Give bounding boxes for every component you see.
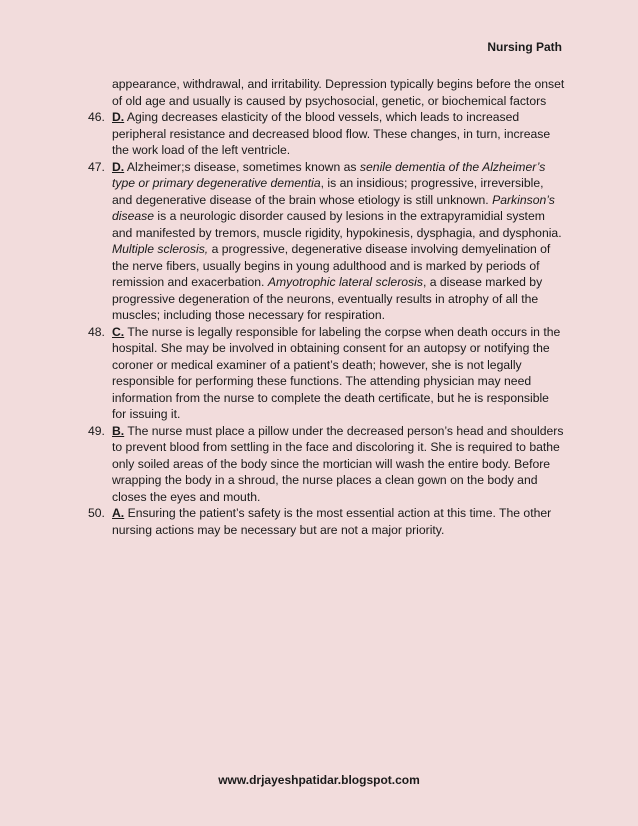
rationale-item <box>88 505 566 538</box>
answer-letter: A. <box>112 506 125 520</box>
rationale-item <box>88 324 566 423</box>
italic-term: Parkinson’s disease <box>112 192 555 223</box>
continued-paragraph: appearance, withdrawal, and irritability. Depression typically begins before the onset of old age and usually is caused by psychosocial, genetic, or biochemical factors <box>112 77 565 108</box>
item-text <box>112 324 566 423</box>
answer-letter: D. <box>112 159 125 174</box>
italic-term: Multiple sclerosis, <box>112 242 209 256</box>
rationale-text: Aging decreases elasticity of the blood vessels, which leads to increased peripheral resistance and decreased blood flow. These changes, in turn, increase the work load of the left ventricle. <box>112 110 551 157</box>
item-number: 49. <box>88 423 105 438</box>
rationale-text: is a neurologic disorder caused by lesions in the extrapyramidial system and manifested by tremors, muscle rigidity, hypokinesis, dysphagia, and dysphonia. <box>112 209 562 240</box>
rationale-item <box>88 159 566 324</box>
item-number: 47. <box>88 159 105 174</box>
item-text <box>112 109 566 159</box>
answer-letter: B. <box>112 423 125 438</box>
item-number: 50. <box>88 506 105 520</box>
answer-rationales <box>88 76 566 538</box>
item-number: 48. <box>88 324 105 339</box>
rationale-text: The nurse must place a pillow under the decreased person’s head and shoulders to prevent blood from settling in the face and discoloring it. She is required to bathe only soiled areas of the body since the mortician will wash the entire body. Before wrapping the body in a shroud, the nurse places a clean gown on the body and closes the eyes and mouth. <box>112 423 564 504</box>
rationale-item <box>88 109 566 159</box>
rationale-text: Alzheimer;s disease, sometimes known as <box>124 159 360 174</box>
item-number: 46. <box>88 110 105 124</box>
rationale-text: , a disease marked by progressive degeneration of the neurons, eventually results in atrophy of all the muscles; including those necessary for respiration. <box>112 275 543 322</box>
rationale-list <box>88 109 566 538</box>
rationale-text: The nurse is legally responsible for labeling the corpse when death occurs in the hospital. She may be involved in obtaining consent for an autopsy or notifying the coroner or medical examiner of a patient’s death; however, she is not legally responsible for performing these functions. The attending physician may need information from the nurse to complete the death certificate, but he is responsible for issuing it. <box>112 324 561 421</box>
italic-term: senile dementia of the Alzheimer’s type or primary degenerative dementia <box>112 159 546 190</box>
page-header: Nursing Path <box>487 40 562 54</box>
rationale-item <box>88 423 566 506</box>
footer-url[interactable]: www.drjayeshpatidar.blogspot.com <box>218 773 420 787</box>
rationale-text: Ensuring the patient’s safety is the most essential action at this time. The other nursing actions may be necessary but are not a major priority. <box>112 506 552 537</box>
answer-letter: D. <box>112 110 125 124</box>
italic-term: Amyotrophic lateral sclerosis <box>267 275 423 289</box>
item-text <box>112 423 566 506</box>
rationale-text: , is an insidious; progressive, irreversible, and degenerative disease of the brain whose etiology is still unknown. <box>112 176 544 207</box>
rationale-text: a progressive, degenerative disease involving demyelination of the nerve fibers, usually begins in young adulthood and is marked by periods of remission and exacerbation. <box>112 242 551 289</box>
item-text <box>112 505 566 538</box>
item-text <box>112 159 566 324</box>
answer-letter: C. <box>112 324 125 339</box>
